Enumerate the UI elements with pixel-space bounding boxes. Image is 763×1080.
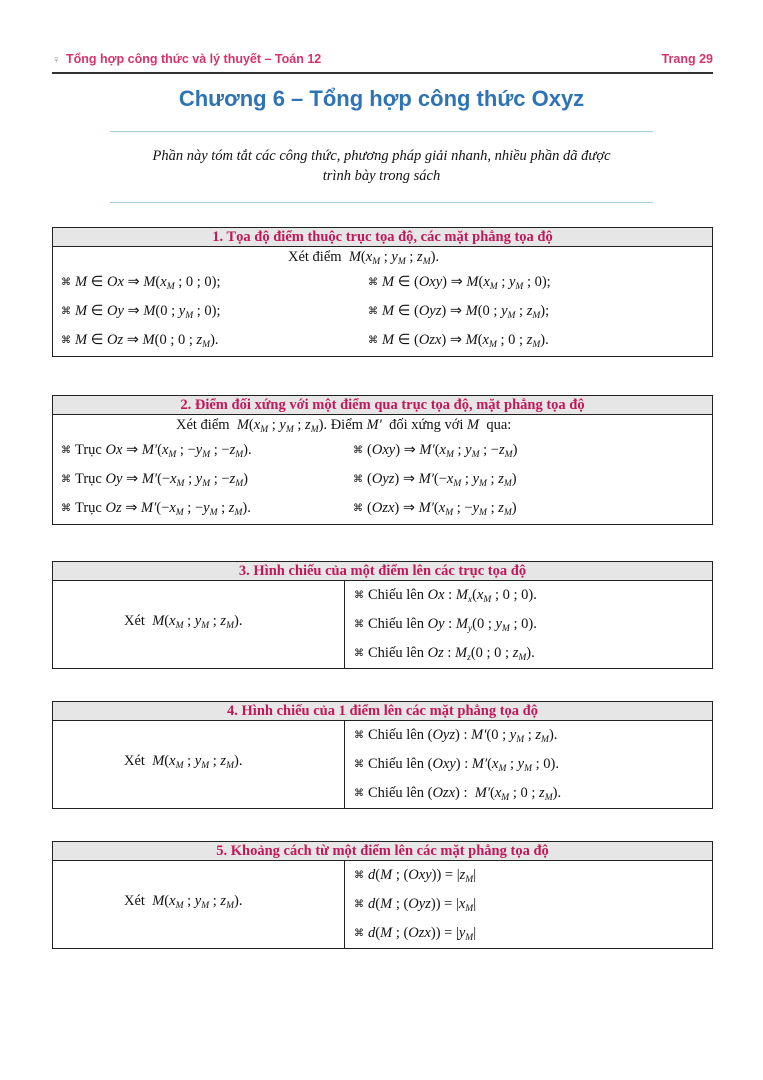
section-2 [52,395,713,525]
bullet-icon: ⌘ [353,474,363,485]
section-3-left: Xét $M(x_M$ ; $y_M$ ; $z_M$). [53,581,345,668]
section-1-row-3: ⌘ M ∈ Oz ⇒ M(0 ; 0 ; $z_M$). ⌘ M ∈ (Ozx) ⇒ $M(x_M$ ; 0 ; $z_M$). [61,332,549,350]
distance-row: ⌘ d(M ; $(Oyz)) = |x_M|$ [354,896,477,914]
header-title-text: Tổng hợp công thức và lý thuyết – Toán 12 [66,52,322,66]
section-5-right [354,861,704,948]
bullet-icon: ⌘ [354,788,364,799]
bullet-icon: ⌘ [354,870,364,881]
intro-box [110,131,653,203]
section-2-row-3: ⌘ Trục Oz ⇒ $M'(-x_M$ ; $-y_M$ ; $z_M$). ⌘ (Ozx) ⇒ $M'(x_M$ ; $-y_M$ ; $z_M$) [61,500,517,518]
proj-label: Chiếu lên [368,756,424,772]
intro-mid: Điểm [330,417,363,433]
truc-label: Trục [75,500,102,516]
person-icon: ♀ [52,54,61,66]
bullet-icon: ⌘ [61,503,71,514]
proj-row: ⌘ Chiếu lên Oz : $M_z(0$ ; 0 ; $z_M$). [354,645,535,663]
bullet-icon: ⌘ [354,730,364,741]
bullet-icon: ⌘ [354,899,364,910]
section-5-left: Xét $M(x_M$ ; $y_M$ ; $z_M$). [53,861,345,948]
bullet-icon: ⌘ [368,277,378,288]
bullet-icon: ⌘ [354,759,364,770]
proj-row: ⌘ Chiếu lên Oy : $M_y(0$ ; $y_M$ ; 0). [354,616,537,634]
intro-end: đối xứng với [389,417,464,433]
page-header [52,50,713,74]
section-5 [52,841,713,949]
bullet-icon: ⌘ [61,335,71,346]
bullet-icon: ⌘ [354,619,364,630]
section-2-row-1: ⌘ Trục Ox ⇒ $M'(x_M$ ; $-y_M$ ; $-z_M$). ⌘ (Oxy) ⇒ $M'(x_M$ ; $y_M$ ; $-z_M$) [61,442,518,460]
distance-row: ⌘ d(M ; $(Ozx)) = |y_M|$ [354,925,477,943]
intro-label: Xét điểm [288,249,342,265]
section-1-title: 1. Tọa độ điểm thuộc trục tọa độ, các mặt phẳng tọa độ [53,228,712,247]
section-4-left: Xét $M(x_M$ ; $y_M$ ; $z_M$). [53,721,345,808]
section-3 [52,561,713,669]
bullet-icon: ⌘ [354,590,364,601]
intro-text [110,146,653,186]
section-4 [52,701,713,809]
section-2-title: 2. Điểm đối xứng với một điểm qua trục tọa độ, mặt phẳng tọa độ [53,396,712,415]
chapter-title: Chương 6 – Tổng hợp công thức Oxyz [178,86,585,111]
proj-label: Chiếu lên [368,645,424,661]
section-3-right [354,581,704,668]
truc-label: Trục [75,442,102,458]
section-4-title: 4. Hình chiếu của 1 điểm lên các mặt phẳng tọa độ [53,702,712,721]
header-title [52,52,321,66]
section-3-body [53,581,712,668]
intro-end-2: qua: [486,417,512,433]
section-4-body [53,721,712,808]
section-1-intro: Xét điểm $M(x_M$ ; $y_M$ ; $z_M$). [288,249,440,267]
section-3-title: 3. Hình chiếu của một điểm lên các trục tọa độ [53,562,712,581]
bullet-icon: ⌘ [354,928,364,939]
intro-line-1: Phần này tóm tắt các công thức, phương pháp giải nhanh, nhiều phần dã được [152,148,611,164]
intro-label: Xét điểm [176,417,230,433]
xet-label: Xét [124,753,145,769]
proj-label: Chiếu lên [368,587,424,603]
section-2-row-2: ⌘ Trục Oy ⇒ $M'(-x_M$ ; $y_M$ ; $-z_M$) ⌘ (Oyz) ⇒ $M'(-x_M$ ; $y_M$ ; $z_M$) [61,471,517,489]
section-1-row-1: ⌘ M ∈ Ox ⇒ $M(x_M$ ; 0 ; 0); ⌘ M ∈ (Oxy) ⇒ $M(x_M$ ; $y_M$ ; 0); [61,274,551,292]
page-number: Trang 29 [661,52,713,66]
proj-row: ⌘ Chiếu lên (Oxy) : $M'(x_M$ ; $y_M$ ; 0). [354,756,559,774]
truc-label: Trục [75,471,102,487]
distance-row: ⌘ d(M ; $(Oxy)) = |z_M|$ [354,867,477,885]
section-4-right [354,721,704,808]
section-1 [52,227,713,357]
bullet-icon: ⌘ [353,503,363,514]
proj-label: Chiếu lên [368,616,424,632]
xet-label: Xét [124,893,145,909]
section-5-title: 5. Khoảng cách từ một điểm lên các mặt phẳng tọa độ [53,842,712,861]
bullet-icon: ⌘ [61,277,71,288]
xet-label: Xét [124,613,145,629]
bullet-icon: ⌘ [354,648,364,659]
proj-label: Chiếu lên [368,785,424,801]
bullet-icon: ⌘ [61,474,71,485]
bullet-icon: ⌘ [61,445,71,456]
section-5-body [53,861,712,948]
proj-row: ⌘ Chiếu lên Ox : $M_x(x_M$ ; 0 ; 0). [354,587,537,605]
bullet-icon: ⌘ [368,306,378,317]
bullet-icon: ⌘ [353,445,363,456]
bullet-icon: ⌘ [61,306,71,317]
proj-row: ⌘ Chiếu lên (Ozx) : $M'(x_M$ ; 0 ; $z_M$). [354,785,562,803]
bullet-icon: ⌘ [368,335,378,346]
intro-line-2: trình bày trong sách [322,168,441,184]
section-2-intro: Xét điểm $M(x_M$ ; $y_M$ ; $z_M$). Điểm M′ đối xứng với M qua: [176,417,512,435]
section-1-row-2: ⌘ M ∈ Oy ⇒ M(0 ; $y_M$ ; 0); ⌘ M ∈ (Oyz) ⇒ M(0 ; $y_M$ ; $z_M$); [61,303,550,321]
proj-row: ⌘ Chiếu lên (Oyz) : M′(0 ; $y_M$ ; $z_M$). [354,727,558,745]
proj-label: Chiếu lên [368,727,424,743]
